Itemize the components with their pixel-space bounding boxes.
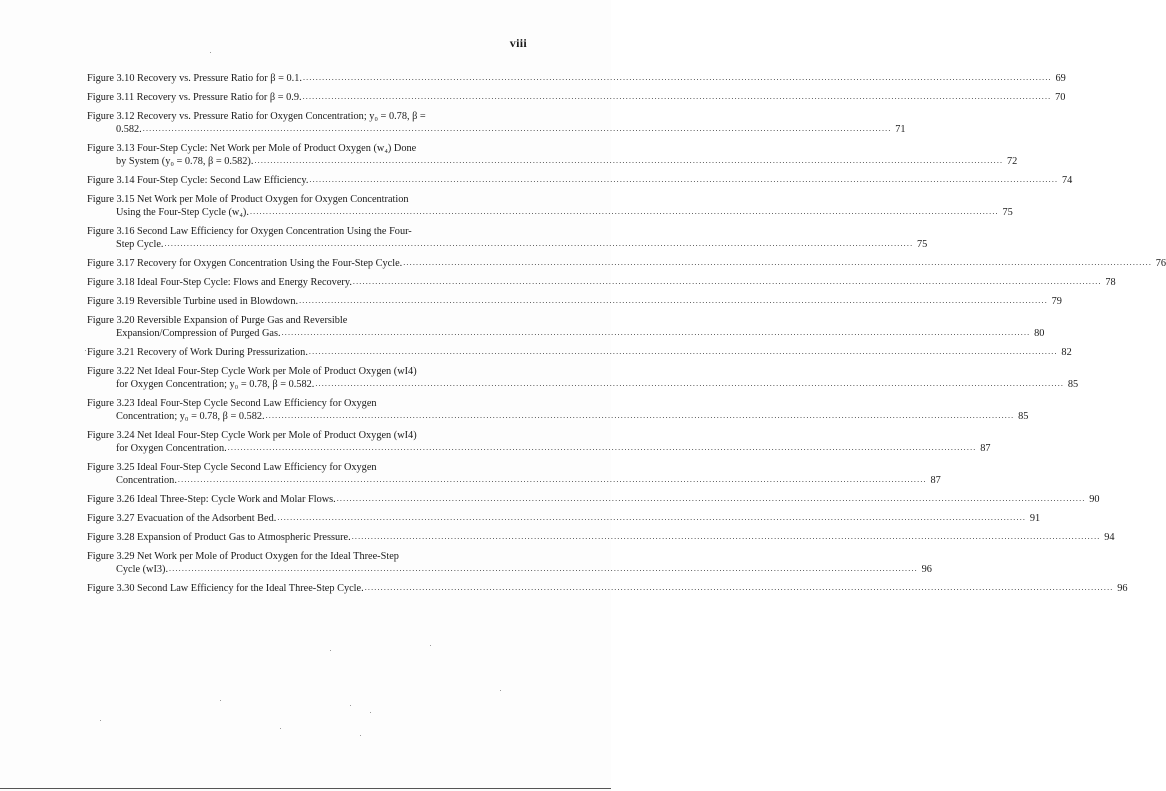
toc-entry-text: Figure 3.19 Reversible Turbine used in Blowdown. bbox=[87, 296, 299, 307]
dot-leader bbox=[365, 581, 1114, 594]
toc-page-number: 72 bbox=[1006, 156, 1018, 167]
toc-page-number: 82 bbox=[1061, 347, 1072, 358]
toc-entry-title bbox=[87, 531, 1115, 544]
dot-leader bbox=[250, 205, 999, 218]
toc-entry bbox=[87, 295, 1062, 308]
toc-entry-title bbox=[87, 257, 1166, 270]
toc-entry-text: Figure 3.15 Net Work per Mole of Product Oxygen for Oxygen Concentration bbox=[87, 194, 409, 205]
dot-leader bbox=[164, 237, 913, 250]
toc-entry-text: Figure 3.18 Ideal Four-Step Cycle: Flows and Energy Recovery. bbox=[87, 277, 352, 288]
toc-entry bbox=[87, 225, 928, 251]
toc-entry bbox=[87, 314, 1045, 340]
scan-bottom-edge bbox=[0, 788, 611, 789]
toc-page-number: 96 bbox=[1117, 583, 1128, 594]
toc-entry-title bbox=[87, 295, 1062, 308]
toc-entry bbox=[87, 365, 1079, 391]
scan-speck bbox=[280, 728, 281, 729]
toc-entry-text: Figure 3.12 Recovery vs. Pressure Ratio for Oxygen Concentration; y₀ = 0.78, β = bbox=[87, 111, 426, 122]
toc-entry-title bbox=[87, 72, 1066, 85]
scan-speck bbox=[370, 712, 371, 713]
toc-entry-text: Figure 3.28 Expansion of Product Gas to Atmospheric Pressure. bbox=[87, 532, 351, 543]
toc-entry bbox=[87, 493, 1100, 506]
toc-entry bbox=[87, 461, 941, 487]
toc-entry-title bbox=[87, 174, 1073, 187]
toc-page-number: 75 bbox=[917, 239, 928, 250]
dot-leader bbox=[143, 122, 892, 135]
toc-entry-text: 0.582. bbox=[116, 124, 142, 135]
toc-entry-continuation bbox=[87, 474, 941, 487]
toc-page-number: 70 bbox=[1055, 92, 1066, 103]
dot-leader bbox=[282, 326, 1031, 339]
toc-page-number: 78 bbox=[1105, 277, 1116, 288]
toc-page-number: 85 bbox=[1018, 411, 1029, 422]
toc-entry-text: Figure 3.16 Second Law Efficiency for Oxygen Concentration Using the Four- bbox=[87, 226, 412, 237]
toc-entry-text: Concentration; y₀ = 0.78, β = 0.582. bbox=[116, 411, 265, 422]
toc-entry-text: Step Cycle. bbox=[116, 239, 164, 250]
dot-leader bbox=[303, 71, 1052, 84]
toc-page-number: 96 bbox=[921, 564, 932, 575]
dot-leader bbox=[337, 492, 1086, 505]
toc-entry bbox=[87, 531, 1115, 544]
toc-entry-title bbox=[87, 91, 1066, 104]
scan-speck bbox=[330, 650, 331, 651]
toc-entry-continuation bbox=[87, 155, 1018, 168]
toc-entry-continuation bbox=[87, 442, 991, 455]
toc-entry-text: Figure 3.29 Net Work per Mole of Product Oxygen for the Ideal Three-Step bbox=[87, 551, 399, 562]
scan-speck bbox=[210, 52, 211, 53]
toc-entry-continuation bbox=[87, 206, 1013, 219]
toc-entry bbox=[87, 346, 1072, 359]
toc-entry bbox=[87, 512, 1041, 525]
dot-leader bbox=[178, 473, 927, 486]
toc-entry bbox=[87, 72, 1066, 85]
toc-page-number: 74 bbox=[1061, 175, 1073, 186]
dot-leader bbox=[169, 562, 918, 575]
toc-entry-text: Figure 3.25 Ideal Four-Step Cycle Second Law Efficiency for Oxygen bbox=[87, 462, 377, 473]
toc-page-number: 85 bbox=[1067, 379, 1079, 390]
toc-entry bbox=[87, 550, 932, 576]
toc-entry-text: Figure 3.23 Ideal Four-Step Cycle Second Law Efficiency for Oxygen bbox=[87, 398, 377, 409]
toc-entry-title bbox=[87, 512, 1041, 525]
toc-entry-text: Concentration. bbox=[116, 475, 177, 486]
toc-entry-continuation bbox=[87, 123, 906, 136]
toc-page-number: 76 bbox=[1155, 258, 1166, 269]
toc-entry-continuation bbox=[87, 327, 1045, 340]
toc-page-number: 87 bbox=[930, 475, 941, 486]
toc-entry-text: Figure 3.14 Four-Step Cycle: Second Law Efficiency. bbox=[87, 175, 309, 186]
toc-entry bbox=[87, 257, 1166, 270]
toc-entry-text: for Oxygen Concentration. bbox=[116, 443, 227, 454]
page-number: viii bbox=[509, 36, 527, 50]
toc-page-number: 91 bbox=[1029, 513, 1041, 524]
toc-entry bbox=[87, 91, 1066, 104]
dot-leader bbox=[228, 441, 977, 454]
toc-entry-title bbox=[87, 276, 1116, 289]
dot-leader bbox=[309, 173, 1058, 186]
toc-entry bbox=[87, 276, 1116, 289]
toc-entry-text: Expansion/Compression of Purged Gas. bbox=[116, 328, 281, 339]
scan-speck bbox=[220, 700, 221, 701]
scan-speck bbox=[350, 705, 351, 706]
scan-speck bbox=[360, 735, 361, 736]
toc-page-number: 94 bbox=[1104, 532, 1115, 543]
toc-entry-continuation bbox=[87, 410, 1029, 423]
toc-page-number: 71 bbox=[895, 124, 906, 135]
toc-entry-text: Using the Four-Step Cycle (w₄). bbox=[116, 207, 249, 218]
toc-entry-text: Figure 3.20 Reversible Expansion of Purge Gas and Reversible bbox=[87, 315, 348, 326]
toc-entry bbox=[87, 193, 1013, 219]
toc-page-number: 90 bbox=[1089, 494, 1100, 505]
toc-entry bbox=[87, 174, 1073, 187]
toc-entry-text: Figure 3.11 Recovery vs. Pressure Ratio for β = 0.9. bbox=[87, 92, 302, 103]
toc-entry-text: Figure 3.10 Recovery vs. Pressure Ratio for β = 0.1. bbox=[87, 73, 302, 84]
toc-entry-text: Figure 3.27 Evacuation of the Adsorbent Bed. bbox=[87, 513, 277, 524]
toc-entry-continuation bbox=[87, 378, 1079, 391]
toc-entry-continuation bbox=[87, 238, 928, 251]
toc-entry-title bbox=[87, 493, 1100, 506]
dot-leader bbox=[352, 530, 1101, 543]
toc-page-number: 69 bbox=[1055, 73, 1066, 84]
toc-entry-text: Figure 3.21 Recovery of Work During Pressurization. bbox=[87, 347, 308, 358]
dot-leader bbox=[315, 377, 1064, 390]
toc-entry-text: Cycle (wI3). bbox=[116, 564, 169, 575]
toc-page-number: 87 bbox=[980, 443, 991, 454]
toc-entry-title bbox=[87, 346, 1072, 359]
toc-entry-text: Figure 3.24 Net Ideal Four-Step Cycle Work per Mole of Product Oxygen (wI4) bbox=[87, 430, 417, 441]
scan-speck bbox=[100, 720, 101, 721]
scan-speck bbox=[500, 690, 501, 691]
dot-leader bbox=[277, 511, 1026, 524]
dot-leader bbox=[266, 409, 1015, 422]
toc-page-number: 80 bbox=[1034, 328, 1045, 339]
toc-entry-text: by System (y₀ = 0.78, β = 0.582). bbox=[116, 156, 254, 167]
toc-page-number: 75 bbox=[1002, 207, 1013, 218]
toc-entry-text: Figure 3.30 Second Law Efficiency for the Ideal Three-Step Cycle. bbox=[87, 583, 364, 594]
toc-entry-continuation bbox=[87, 563, 932, 576]
toc-entry bbox=[87, 142, 1018, 168]
toc-entry-text: Figure 3.26 Ideal Three-Step: Cycle Work and Molar Flows. bbox=[87, 494, 336, 505]
toc-entry bbox=[87, 582, 1128, 595]
toc-entry-text: for Oxygen Concentration; y₀ = 0.78, β = 0.582. bbox=[116, 379, 315, 390]
toc-entry-text: Figure 3.22 Net Ideal Four-Step Cycle Work per Mole of Product Oxygen (wI4) bbox=[87, 366, 417, 377]
dot-leader bbox=[353, 275, 1102, 288]
toc-entry bbox=[87, 429, 991, 455]
scan-speck bbox=[430, 645, 431, 646]
dot-leader bbox=[309, 345, 1058, 358]
toc-entry-text: Figure 3.17 Recovery for Oxygen Concentration Using the Four-Step Cycle. bbox=[87, 258, 403, 269]
dot-leader bbox=[299, 294, 1048, 307]
toc-entry bbox=[87, 397, 1029, 423]
scan-speck bbox=[85, 350, 86, 351]
toc-page-number: 79 bbox=[1051, 296, 1062, 307]
toc-entry-title bbox=[87, 582, 1128, 595]
toc-entry-text: Figure 3.13 Four-Step Cycle: Net Work per Mole of Product Oxygen (w₄) Done bbox=[87, 143, 417, 154]
dot-leader bbox=[303, 90, 1052, 103]
dot-leader bbox=[403, 256, 1152, 269]
list-of-figures bbox=[87, 72, 1166, 601]
dot-leader bbox=[254, 154, 1003, 167]
toc-entry bbox=[87, 110, 906, 136]
